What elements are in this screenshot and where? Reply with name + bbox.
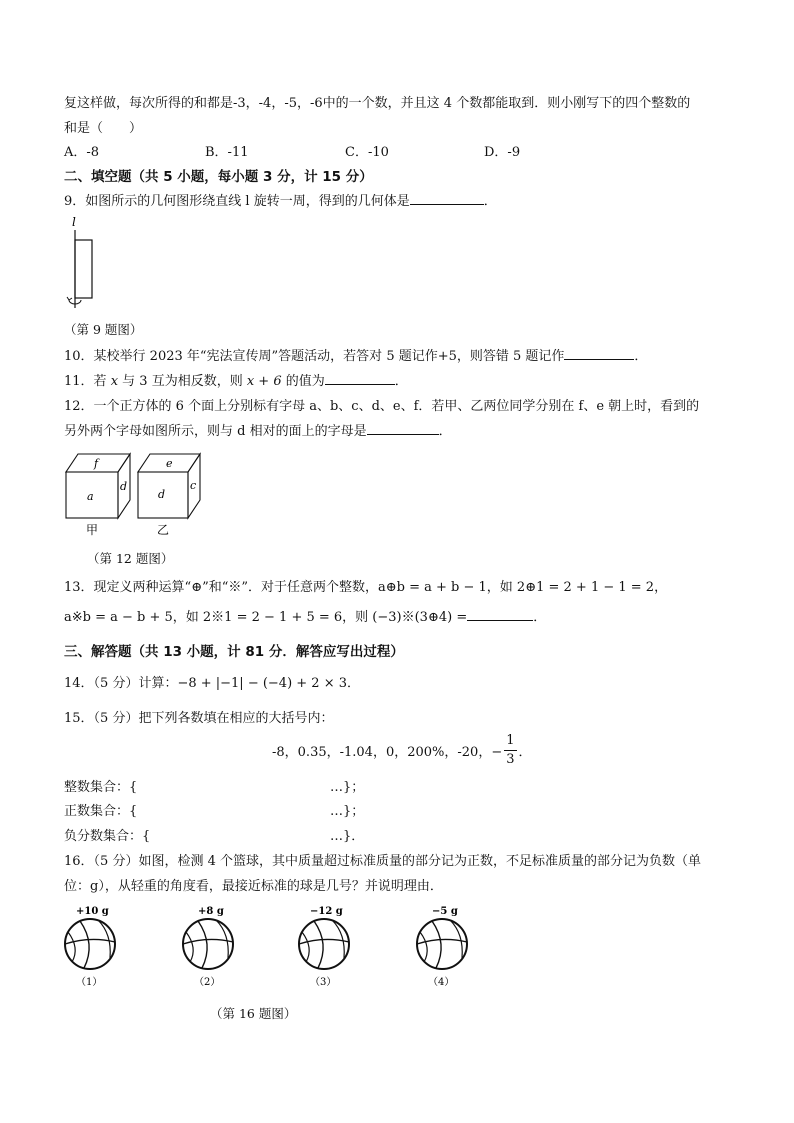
svg-text:（2）: （2） xyxy=(194,977,221,988)
cube-yi xyxy=(138,454,200,537)
q15-numbers: -8，0.35，-1.04，0，200%，-20，− $\frac{1}{3}$ ． xyxy=(272,733,532,767)
basketball-icon xyxy=(417,919,467,969)
q10-text: 10．某校举行 2023 年“宪法宣传周”答题活动，若答对 5 题记作+5，则答错 5 题记作 ． xyxy=(64,349,648,364)
q9-caption: （第 9 题图） xyxy=(64,322,143,337)
cube-yi-label: 乙 xyxy=(157,523,170,537)
cube-yi-top: e xyxy=(166,457,173,470)
svg-text:（4）: （4） xyxy=(428,977,455,988)
q12-caption: （第 12 题图） xyxy=(87,551,174,566)
svg-text:（1）: （1） xyxy=(76,977,103,988)
cube-jia xyxy=(66,454,130,537)
q15-set-positive: 正数集合：{ xyxy=(64,804,138,819)
ball-1 xyxy=(65,906,115,988)
q8-option-c: C．-10 xyxy=(345,145,389,160)
basketball-icon xyxy=(299,919,349,969)
cube-jia-side: d xyxy=(120,480,128,493)
q15-text: 15．（5 分）把下列各数填在相应的大括号内： xyxy=(64,711,334,726)
q15-set-negfrac: 负分数集合：{ xyxy=(64,829,151,844)
q16-caption: （第 16 题图） xyxy=(210,1006,297,1021)
q8-line2: 和是（ ） xyxy=(64,121,143,136)
cube-jia-top: f xyxy=(94,457,99,470)
q15-fraction: $\frac{1}{3}$ xyxy=(506,733,515,767)
q11-text: 11．若 x 与 3 互为相反数，则 x + 6 的值为 ． xyxy=(64,374,408,389)
q8-option-d: D．-9 xyxy=(484,145,521,160)
cube-jia-front: a xyxy=(87,490,94,503)
q12-figure xyxy=(60,448,210,538)
q13-line2: a※b = a − b + 5，如 2※1 = 2 − 1 + 5 = 6，则 (−3)※(3⊕4) = ． xyxy=(64,610,547,625)
svg-text:−12 g: −12 g xyxy=(310,906,343,917)
ball-2 xyxy=(183,906,233,988)
q9-figure xyxy=(60,212,110,312)
q16-line2: 位：g），从轻重的角度看，最接近标准的球是几号？并说明理由． xyxy=(64,879,443,894)
q15-set-positive-end: …}； xyxy=(330,804,365,819)
q12-line1: 12．一个正方体的 6 个面上分别标有字母 a、b、c、d、e、f．若甲、乙两位同学分别在 f、e 朝上时，看到的 xyxy=(64,399,700,414)
ball-3 xyxy=(299,906,349,988)
q14-text: 14．（5 分）计算：−8 + |−1| − (−4) + 2 × 3． xyxy=(64,676,361,691)
svg-text:（3）: （3） xyxy=(310,977,337,988)
svg-text:+10 g: +10 g xyxy=(76,906,109,917)
svg-text:+8 g: +8 g xyxy=(198,906,224,917)
svg-text:−5 g: −5 g xyxy=(432,906,458,917)
section2-title: 二、填空题（共 5 小题，每小题 3 分，计 15 分） xyxy=(64,169,373,185)
q12-line2: 另外两个字母如图所示，则与 d 相对的面上的字母是 ． xyxy=(64,424,452,439)
q13-line1: 13．现定义两种运算“⊕”和“※”．对于任意两个整数，a⊕b = a + b − 1，如 2⊕1 = 2 + 1 − 1 = 2， xyxy=(64,580,668,595)
q15-set-integers: 整数集合：{ xyxy=(64,780,138,795)
q16-line1: 16．（5 分）如图，检测 4 个篮球，其中质量超过标准质量的部分记为正数，不足标准质量的部分记为负数（单 xyxy=(64,854,701,869)
q16-figure xyxy=(58,900,478,992)
basketball-icon xyxy=(65,919,115,969)
cube-yi-side: c xyxy=(190,479,197,492)
cube-jia-label: 甲 xyxy=(86,523,99,537)
q8-option-a: A．-8 xyxy=(64,145,100,160)
ball-4 xyxy=(417,906,467,988)
q15-set-negfrac-end: …}． xyxy=(330,829,365,844)
section3-title: 三、解答题（共 13 小题，计 81 分．解答应写出过程） xyxy=(64,644,404,660)
basketball-icon xyxy=(183,919,233,969)
q15-set-integers-end: …}； xyxy=(330,780,365,795)
q8-line1: 复这样做，每次所得的和都是-3，-4，-5，-6中的一个数，并且这 4 个数都能取到．则小刚写下的四个整数的 xyxy=(64,96,691,111)
q8-option-b: B．-11 xyxy=(205,145,249,160)
q9-axis-label: l xyxy=(72,215,76,229)
cube-yi-front: d xyxy=(158,488,166,501)
q9-text: 9．如图所示的几何图形绕直线 l 旋转一周，得到的几何体是 ． xyxy=(64,194,497,209)
